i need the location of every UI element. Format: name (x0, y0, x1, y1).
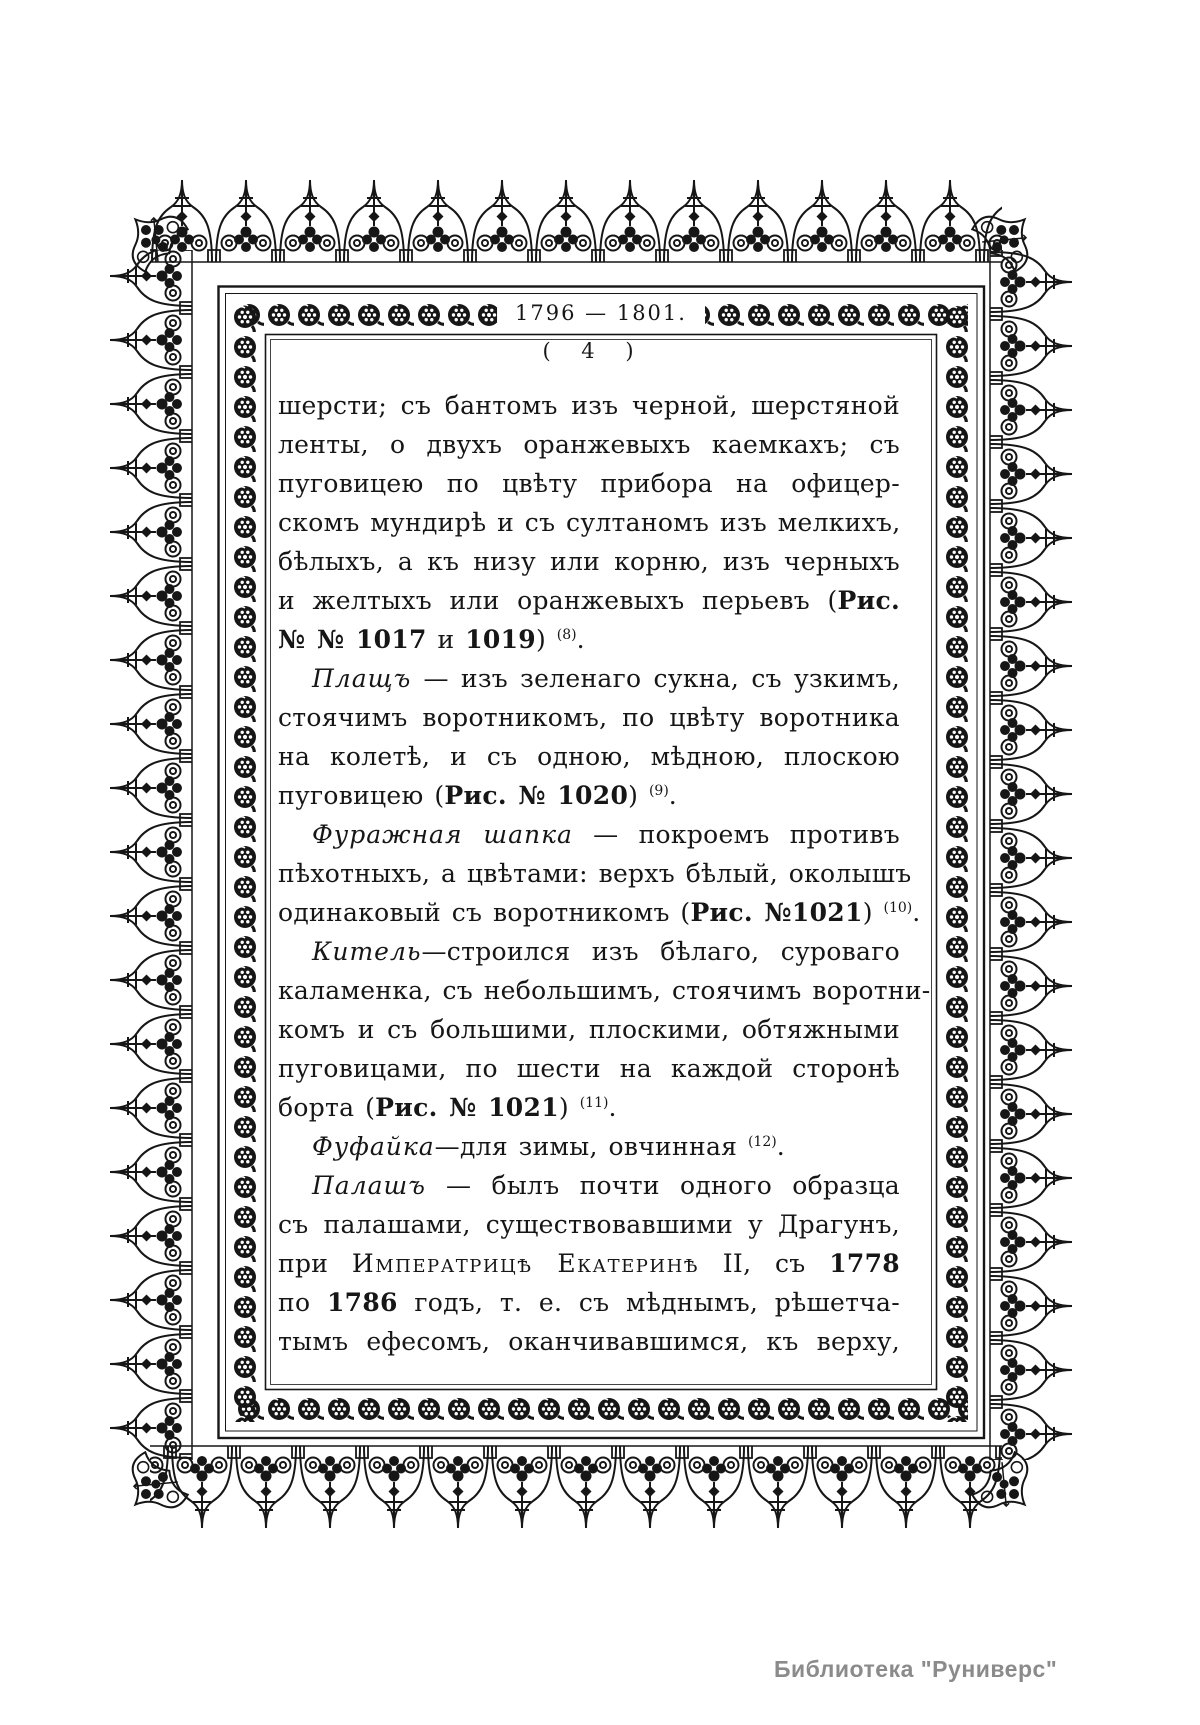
text-segment: (12) (747, 1134, 777, 1150)
text-segment: пуговицею ( (278, 781, 445, 810)
text-segment: Фуфайка (312, 1132, 435, 1161)
text-segment: съ палашами, существовавшими у Драгунъ, (278, 1210, 900, 1239)
text-line (278, 737, 900, 776)
text-line (278, 386, 900, 425)
text-segment: —для зимы, овчинная (434, 1132, 748, 1161)
watermark: Библиотека "Руниверс" (774, 1656, 1058, 1682)
text-segment: ленты, о двухъ оранжевыхъ каемкахъ; съ (278, 430, 900, 459)
text-segment: Китель (312, 937, 422, 966)
text-line (278, 1322, 900, 1361)
text-segment: стоячимъ воротникомъ, по цвѣту воротника (278, 703, 900, 732)
text-segment: одинаковый съ воротникомъ ( (278, 898, 691, 927)
text-segment: 1019 (465, 625, 536, 654)
text-line (278, 1010, 900, 1049)
text-segment: Императрицѣ Екатеринѣ (351, 1249, 700, 1278)
text-segment: (8) (556, 627, 577, 643)
text-line (278, 1088, 900, 1127)
text-segment: и желтыхъ или оранжевыхъ перьевъ ( (278, 586, 838, 615)
text-line (278, 581, 900, 620)
text-line (278, 854, 912, 893)
text-segment: . (576, 625, 585, 654)
text-line (278, 1127, 900, 1166)
text-line (278, 620, 900, 659)
text-line (278, 503, 900, 542)
text-segment: пуговицами, по шести на каждой сторонѣ (278, 1054, 900, 1083)
text-segment: пѣхотныхъ, а цвѣтами: верхъ бѣлый, околышъ (278, 859, 912, 888)
text-segment: (11) (579, 1095, 609, 1111)
text-segment: по (278, 1288, 327, 1317)
text-segment: . (912, 898, 921, 927)
lace-border-left (100, 250, 196, 1460)
text-segment: ) (862, 898, 884, 927)
text-segment: ) (628, 781, 649, 810)
text-segment: Рис. № 1021 (375, 1093, 559, 1122)
text-segment: № № 1017 (278, 625, 427, 654)
text-segment: скомъ мундирѣ и съ султаномъ изъ мелкихъ, (278, 508, 901, 537)
rosette-band-right (944, 302, 970, 1422)
text-segment: на колетѣ, и съ одною, мѣдною, плоскою (278, 742, 900, 771)
page-text (278, 386, 931, 1361)
text-segment: и (426, 625, 466, 654)
text-segment: шерсти; съ бантомъ изъ черной, шерстяной (278, 391, 900, 420)
text-segment: . (608, 1093, 617, 1122)
text-segment: годъ, т. е. съ мѣднымъ, рѣшетча- (397, 1288, 900, 1317)
text-line (278, 659, 900, 698)
text-segment: Фуражная шапка (312, 820, 573, 849)
text-line (278, 542, 900, 581)
text-line (278, 893, 921, 932)
text-segment: Рис. №1021 (690, 898, 863, 927)
text-line (278, 932, 900, 971)
text-line (278, 971, 931, 1010)
text-segment: при (278, 1249, 352, 1278)
text-segment: Рис. (837, 586, 900, 615)
text-line (278, 776, 900, 815)
text-segment: ) (558, 1093, 580, 1122)
text-line (278, 464, 900, 503)
text-segment: . (776, 1132, 785, 1161)
rosette-band-bottom (234, 1396, 968, 1422)
text-segment: (10) (883, 900, 913, 916)
text-line (278, 1283, 900, 1322)
text-segment: пуговицею по цвѣту прибора на офицер- (278, 469, 900, 498)
text-segment: —строился изъ бѣлаго, суроваго (421, 937, 900, 966)
text-line (278, 1049, 900, 1088)
text-line (278, 698, 900, 737)
text-line (278, 815, 900, 854)
text-line (278, 1166, 900, 1205)
text-segment: Палашъ (312, 1171, 426, 1200)
text-segment: — изъ зеленаго сукна, съ узкимъ, (411, 664, 900, 693)
header-years: 1796 — 1801. (497, 297, 705, 329)
text-line (278, 1205, 900, 1244)
text-segment: бѣлыхъ, а къ низу или корню, изъ черныхъ (278, 547, 900, 576)
lace-border-bottom (150, 1442, 1002, 1538)
text-segment: . (668, 781, 678, 810)
text-segment: II, съ (699, 1249, 830, 1278)
text-segment: — покроемъ противъ (572, 820, 900, 849)
text-segment: Рис. № 1020 (444, 781, 629, 810)
page-number: ( 4 ) (542, 339, 636, 363)
text-segment: 1786 (326, 1288, 398, 1317)
text-segment: каламенка, съ небольшимъ, стоячимъ воротни- (278, 976, 931, 1005)
text-segment: — былъ почти одного образца (425, 1171, 900, 1200)
lace-border-right (986, 250, 1082, 1460)
text-segment: (9) (648, 783, 669, 799)
text-segment: комъ и съ большими, плоскими, обтяжными (278, 1015, 900, 1044)
text-segment: борта ( (278, 1093, 376, 1122)
text-line (278, 1244, 900, 1283)
text-line (278, 425, 900, 464)
text-segment: Плащъ (312, 664, 412, 693)
text-segment: ) (535, 625, 557, 654)
rosette-band-left (232, 302, 258, 1422)
lace-border-top (150, 170, 1002, 266)
text-segment: 1778 (829, 1249, 900, 1278)
text-segment: тымъ ефесомъ, оканчивавшимся, къ верху, (278, 1327, 900, 1356)
